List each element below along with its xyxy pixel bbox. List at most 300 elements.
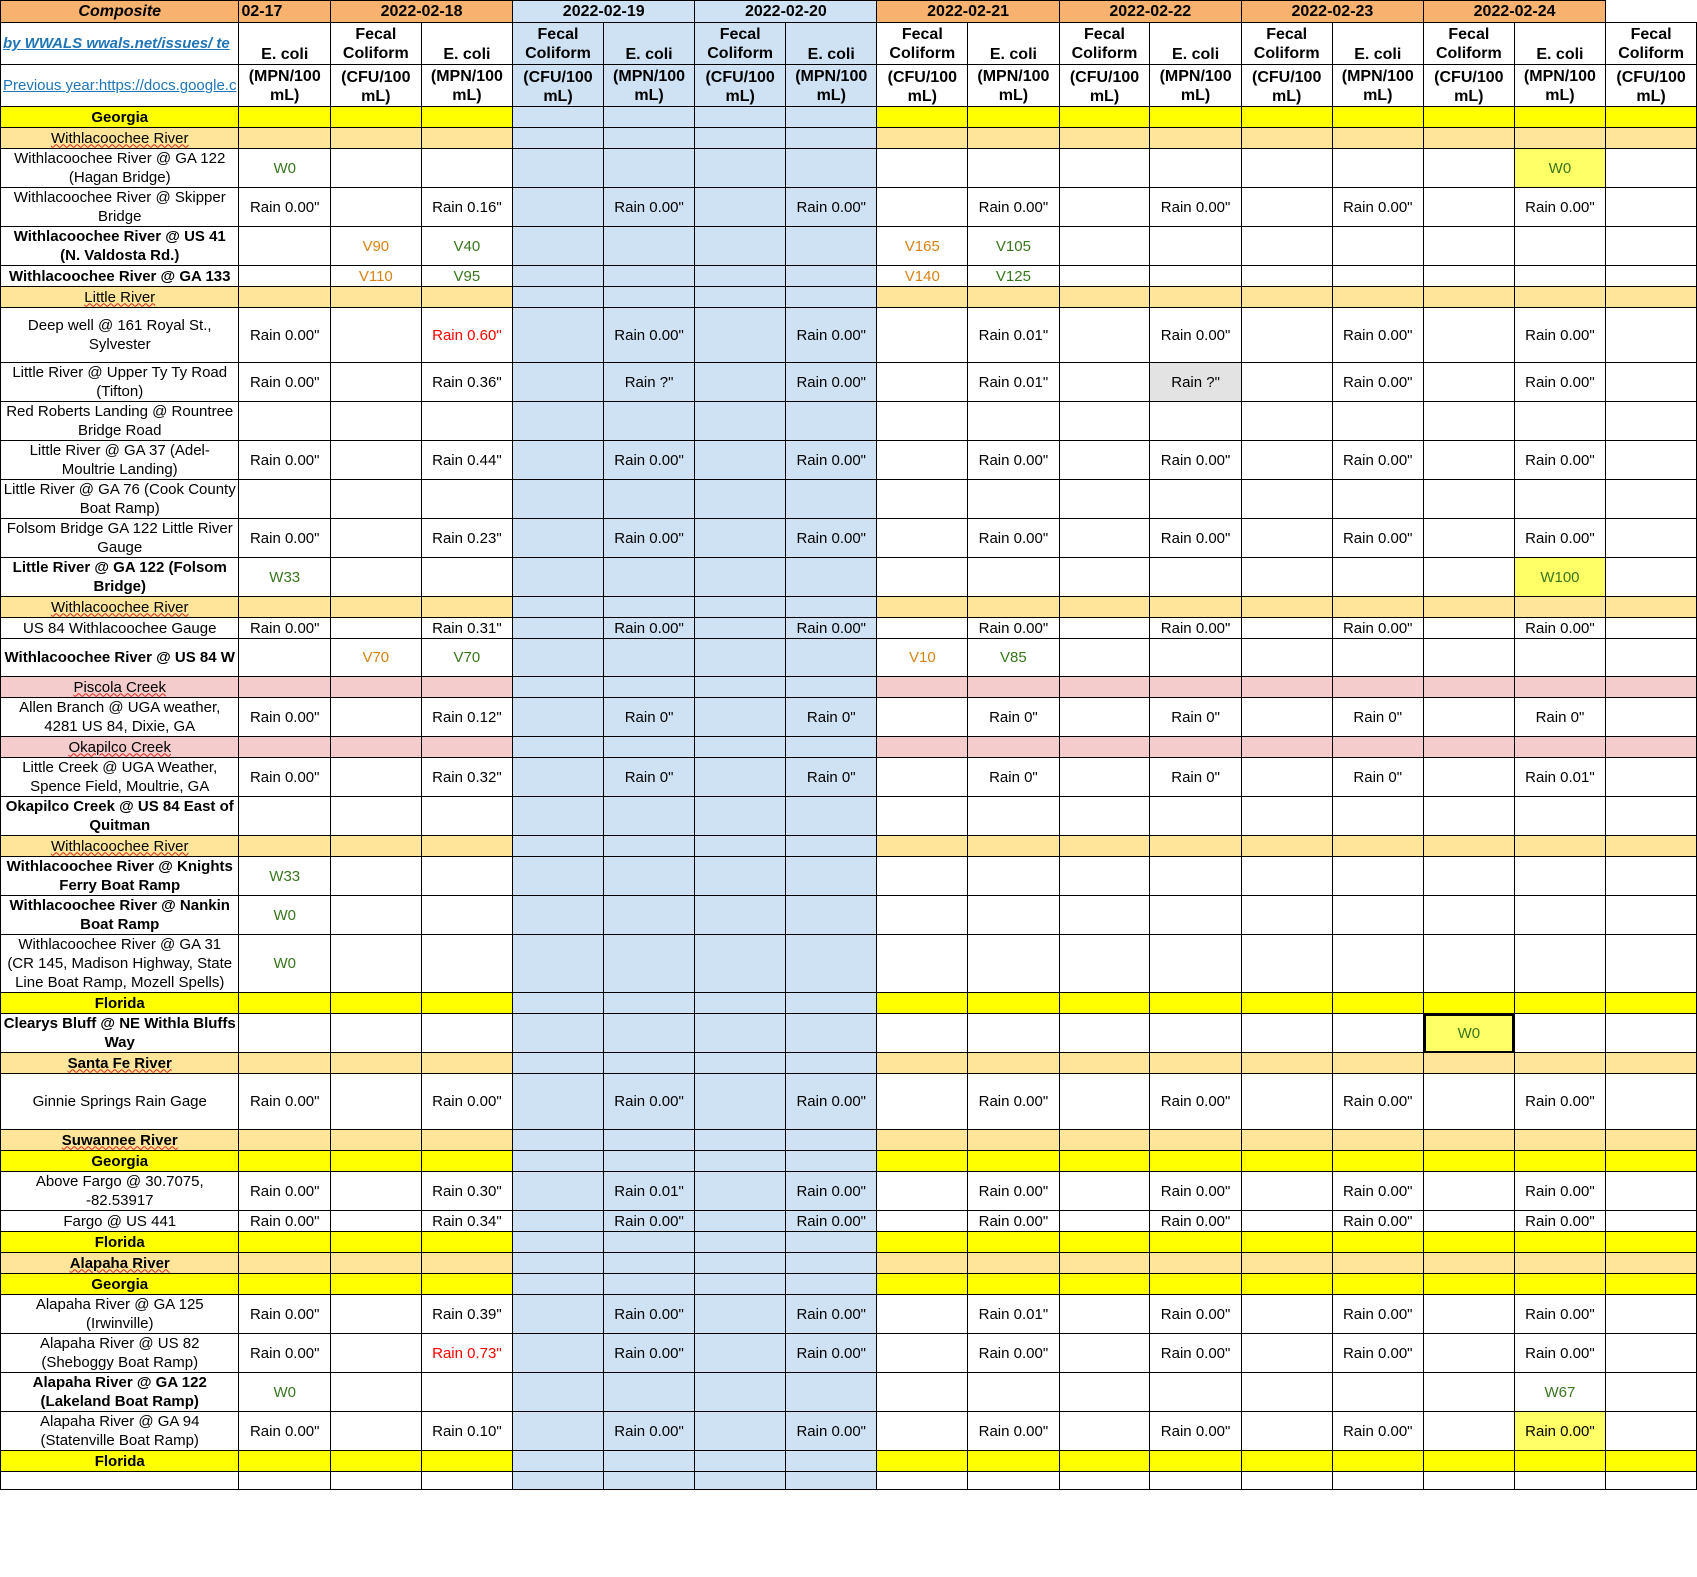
value-cell[interactable] — [1059, 797, 1150, 836]
value-cell[interactable] — [695, 597, 786, 618]
value-cell[interactable] — [785, 1334, 877, 1373]
value-cell[interactable] — [1150, 896, 1242, 935]
value-cell[interactable] — [1424, 363, 1515, 402]
value-cell[interactable] — [330, 797, 421, 836]
value-cell[interactable] — [785, 1130, 877, 1151]
value-cell[interactable] — [695, 363, 786, 402]
site-label-cell[interactable] — [1, 1232, 239, 1253]
value-cell[interactable] — [877, 1274, 968, 1295]
site-label-cell[interactable] — [1, 618, 239, 639]
value-cell[interactable] — [421, 737, 513, 758]
value-cell[interactable] — [1332, 107, 1424, 128]
value-cell[interactable] — [421, 618, 513, 639]
value-cell[interactable] — [1514, 441, 1606, 480]
value-cell[interactable] — [330, 266, 421, 287]
value-cell[interactable] — [330, 519, 421, 558]
value-cell[interactable] — [513, 1053, 604, 1074]
value-cell[interactable] — [1606, 149, 1697, 188]
value-cell[interactable] — [513, 1373, 604, 1412]
value-cell[interactable] — [1606, 308, 1697, 363]
value-cell[interactable] — [1424, 519, 1515, 558]
value-cell[interactable] — [1241, 107, 1332, 128]
value-cell[interactable] — [785, 266, 877, 287]
value-cell[interactable] — [695, 1451, 786, 1472]
value-cell[interactable] — [1606, 1130, 1697, 1151]
site-label-cell[interactable] — [1, 1412, 239, 1451]
value-cell[interactable] — [785, 363, 877, 402]
value-cell[interactable] — [421, 287, 513, 308]
site-label-cell[interactable] — [1, 266, 239, 287]
value-cell[interactable] — [1606, 1253, 1697, 1274]
value-cell[interactable] — [695, 558, 786, 597]
value-cell[interactable] — [1241, 1274, 1332, 1295]
fecal-unit-cell[interactable] — [330, 65, 421, 107]
site-label-cell[interactable] — [1, 1053, 239, 1074]
value-cell[interactable] — [421, 402, 513, 441]
value-cell[interactable] — [1514, 227, 1606, 266]
value-cell[interactable] — [1241, 1053, 1332, 1074]
value-cell[interactable] — [695, 402, 786, 441]
value-cell[interactable] — [603, 1334, 695, 1373]
value-cell[interactable] — [603, 993, 695, 1014]
value-cell[interactable] — [1241, 1295, 1332, 1334]
value-cell[interactable] — [603, 107, 695, 128]
value-cell[interactable] — [330, 1130, 421, 1151]
value-cell[interactable] — [877, 1211, 968, 1232]
value-cell[interactable] — [513, 797, 604, 836]
value-cell[interactable] — [1606, 618, 1697, 639]
value-cell[interactable] — [968, 1232, 1060, 1253]
value-cell[interactable] — [1606, 402, 1697, 441]
value-cell[interactable] — [603, 1151, 695, 1172]
value-cell[interactable] — [1241, 308, 1332, 363]
value-cell[interactable] — [603, 1295, 695, 1334]
value-cell[interactable] — [330, 1053, 421, 1074]
value-cell[interactable] — [1424, 1014, 1515, 1053]
value-cell[interactable] — [603, 363, 695, 402]
value-cell[interactable] — [1059, 1053, 1150, 1074]
value-cell[interactable] — [421, 188, 513, 227]
ecoli-header-cell[interactable] — [1332, 23, 1424, 65]
value-cell[interactable] — [968, 896, 1060, 935]
value-cell[interactable] — [330, 227, 421, 266]
value-cell[interactable] — [239, 1053, 331, 1074]
value-cell[interactable] — [1514, 896, 1606, 935]
value-cell[interactable] — [1241, 402, 1332, 441]
value-cell[interactable] — [1150, 558, 1242, 597]
value-cell[interactable] — [1059, 287, 1150, 308]
value-cell[interactable] — [1332, 1295, 1424, 1334]
value-cell[interactable] — [1332, 618, 1424, 639]
value-cell[interactable] — [239, 1232, 331, 1253]
value-cell[interactable] — [1332, 1253, 1424, 1274]
value-cell[interactable] — [695, 758, 786, 797]
site-label-cell[interactable] — [1, 308, 239, 363]
value-cell[interactable] — [239, 402, 331, 441]
value-cell[interactable] — [1606, 107, 1697, 128]
value-cell[interactable] — [877, 677, 968, 698]
value-cell[interactable] — [239, 698, 331, 737]
ecoli-unit-cell[interactable] — [968, 65, 1060, 107]
value-cell[interactable] — [239, 107, 331, 128]
value-cell[interactable] — [1514, 1074, 1606, 1130]
value-cell[interactable] — [1514, 1412, 1606, 1451]
value-cell[interactable] — [1150, 149, 1242, 188]
value-cell[interactable] — [421, 1211, 513, 1232]
value-cell[interactable] — [603, 737, 695, 758]
value-cell[interactable] — [877, 1053, 968, 1074]
value-cell[interactable] — [603, 896, 695, 935]
value-cell[interactable] — [1241, 1074, 1332, 1130]
fecal-unit-cell[interactable] — [513, 65, 604, 107]
value-cell[interactable] — [1424, 480, 1515, 519]
value-cell[interactable] — [1241, 1334, 1332, 1373]
site-label-cell[interactable] — [1, 107, 239, 128]
value-cell[interactable] — [239, 618, 331, 639]
value-cell[interactable] — [1514, 1172, 1606, 1211]
value-cell[interactable] — [1059, 1130, 1150, 1151]
value-cell[interactable] — [239, 1373, 331, 1412]
value-cell[interactable] — [1332, 1172, 1424, 1211]
value-cell[interactable] — [785, 1451, 877, 1472]
value-cell[interactable] — [695, 519, 786, 558]
value-cell[interactable] — [239, 1074, 331, 1130]
site-label-cell[interactable] — [1, 1014, 239, 1053]
value-cell[interactable] — [1514, 935, 1606, 993]
value-cell[interactable] — [695, 639, 786, 677]
value-cell[interactable] — [785, 618, 877, 639]
value-cell[interactable] — [1606, 1053, 1697, 1074]
value-cell[interactable] — [695, 677, 786, 698]
value-cell[interactable] — [968, 1211, 1060, 1232]
value-cell[interactable] — [1332, 519, 1424, 558]
value-cell[interactable] — [1332, 363, 1424, 402]
value-cell[interactable] — [877, 308, 968, 363]
site-label-cell[interactable] — [1, 558, 239, 597]
value-cell[interactable] — [1424, 188, 1515, 227]
value-cell[interactable] — [968, 1253, 1060, 1274]
value-cell[interactable] — [785, 677, 877, 698]
value-cell[interactable] — [513, 698, 604, 737]
value-cell[interactable] — [877, 1074, 968, 1130]
value-cell[interactable] — [421, 308, 513, 363]
value-cell[interactable] — [421, 1053, 513, 1074]
value-cell[interactable] — [1241, 1412, 1332, 1451]
value-cell[interactable] — [877, 618, 968, 639]
value-cell[interactable] — [877, 639, 968, 677]
value-cell[interactable] — [330, 402, 421, 441]
value-cell[interactable] — [1150, 1232, 1242, 1253]
value-cell[interactable] — [785, 639, 877, 677]
value-cell[interactable] — [1059, 737, 1150, 758]
value-cell[interactable] — [785, 797, 877, 836]
value-cell[interactable] — [968, 1295, 1060, 1334]
value-cell[interactable] — [330, 1373, 421, 1412]
value-cell[interactable] — [1150, 1053, 1242, 1074]
value-cell[interactable] — [1150, 1151, 1242, 1172]
value-cell[interactable] — [330, 698, 421, 737]
value-cell[interactable] — [1150, 1451, 1242, 1472]
date-header-cell[interactable] — [1241, 1, 1423, 23]
value-cell[interactable] — [1150, 287, 1242, 308]
value-cell[interactable] — [1150, 618, 1242, 639]
value-cell[interactable] — [239, 737, 331, 758]
value-cell[interactable] — [239, 1253, 331, 1274]
value-cell[interactable] — [330, 1274, 421, 1295]
value-cell[interactable] — [603, 935, 695, 993]
fecal-unit-cell[interactable] — [1059, 65, 1150, 107]
site-label-cell[interactable] — [1, 149, 239, 188]
value-cell[interactable] — [785, 308, 877, 363]
value-cell[interactable] — [1150, 480, 1242, 519]
date-header-cell[interactable] — [695, 1, 877, 23]
value-cell[interactable] — [1241, 1451, 1332, 1472]
value-cell[interactable] — [1514, 639, 1606, 677]
value-cell[interactable] — [1424, 149, 1515, 188]
value-cell[interactable] — [1424, 993, 1515, 1014]
value-cell[interactable] — [1606, 836, 1697, 857]
value-cell[interactable] — [513, 597, 604, 618]
value-cell[interactable] — [330, 128, 421, 149]
value-cell[interactable] — [330, 149, 421, 188]
value-cell[interactable] — [968, 1151, 1060, 1172]
site-label-cell[interactable] — [1, 1172, 239, 1211]
value-cell[interactable] — [695, 698, 786, 737]
site-label-cell[interactable] — [1, 737, 239, 758]
date-header-cell[interactable] — [877, 1, 1059, 23]
value-cell[interactable] — [1332, 758, 1424, 797]
value-cell[interactable] — [513, 149, 604, 188]
value-cell[interactable] — [1332, 698, 1424, 737]
value-cell[interactable] — [968, 1274, 1060, 1295]
value-cell[interactable] — [421, 441, 513, 480]
value-cell[interactable] — [239, 363, 331, 402]
value-cell[interactable] — [421, 597, 513, 618]
value-cell[interactable] — [1332, 797, 1424, 836]
value-cell[interactable] — [695, 1412, 786, 1451]
value-cell[interactable] — [513, 1253, 604, 1274]
value-cell[interactable] — [421, 1232, 513, 1253]
value-cell[interactable] — [968, 935, 1060, 993]
value-cell[interactable] — [968, 149, 1060, 188]
value-cell[interactable] — [1606, 1412, 1697, 1451]
value-cell[interactable] — [1150, 677, 1242, 698]
value-cell[interactable] — [330, 1253, 421, 1274]
value-cell[interactable] — [1150, 1295, 1242, 1334]
value-cell[interactable] — [1150, 266, 1242, 287]
ecoli-unit-cell[interactable] — [785, 65, 877, 107]
corner-label-cell[interactable] — [1, 1, 239, 23]
value-cell[interactable] — [421, 1274, 513, 1295]
value-cell[interactable] — [1606, 1274, 1697, 1295]
value-cell[interactable] — [695, 1074, 786, 1130]
value-cell[interactable] — [239, 519, 331, 558]
value-cell[interactable] — [421, 558, 513, 597]
value-cell[interactable] — [1424, 1451, 1515, 1472]
value-cell[interactable] — [785, 1232, 877, 1253]
value-cell[interactable] — [239, 1334, 331, 1373]
value-cell[interactable] — [1514, 698, 1606, 737]
value-cell[interactable] — [785, 698, 877, 737]
value-cell[interactable] — [968, 1334, 1060, 1373]
value-cell[interactable] — [1606, 227, 1697, 266]
value-cell[interactable] — [1514, 993, 1606, 1014]
value-cell[interactable] — [1332, 441, 1424, 480]
fecal-unit-cell[interactable] — [877, 65, 968, 107]
value-cell[interactable] — [1424, 1295, 1515, 1334]
value-cell[interactable] — [603, 1074, 695, 1130]
value-cell[interactable] — [1059, 1232, 1150, 1253]
value-cell[interactable] — [1150, 1130, 1242, 1151]
value-cell[interactable] — [785, 935, 877, 993]
fecal-header-cell[interactable] — [877, 23, 968, 65]
value-cell[interactable] — [1514, 308, 1606, 363]
value-cell[interactable] — [1424, 639, 1515, 677]
value-cell[interactable] — [330, 1151, 421, 1172]
value-cell[interactable] — [1150, 188, 1242, 227]
value-cell[interactable] — [1150, 402, 1242, 441]
value-cell[interactable] — [513, 1295, 604, 1334]
value-cell[interactable] — [877, 698, 968, 737]
value-cell[interactable] — [239, 935, 331, 993]
value-cell[interactable] — [330, 188, 421, 227]
value-cell[interactable] — [1150, 935, 1242, 993]
value-cell[interactable] — [695, 737, 786, 758]
ecoli-header-cell[interactable] — [785, 23, 877, 65]
value-cell[interactable] — [1150, 1253, 1242, 1274]
value-cell[interactable] — [603, 1211, 695, 1232]
value-cell[interactable] — [330, 737, 421, 758]
value-cell[interactable] — [1424, 287, 1515, 308]
value-cell[interactable] — [1059, 1373, 1150, 1412]
value-cell[interactable] — [695, 1232, 786, 1253]
value-cell[interactable] — [1150, 1172, 1242, 1211]
value-cell[interactable] — [785, 1253, 877, 1274]
value-cell[interactable] — [785, 597, 877, 618]
value-cell[interactable] — [239, 558, 331, 597]
value-cell[interactable] — [1424, 1074, 1515, 1130]
value-cell[interactable] — [877, 896, 968, 935]
value-cell[interactable] — [513, 639, 604, 677]
value-cell[interactable] — [603, 1451, 695, 1472]
value-cell[interactable] — [1424, 857, 1515, 896]
value-cell[interactable] — [695, 1130, 786, 1151]
value-cell[interactable] — [1059, 698, 1150, 737]
value-cell[interactable] — [1514, 1253, 1606, 1274]
value-cell[interactable] — [603, 1412, 695, 1451]
value-cell[interactable] — [421, 1295, 513, 1334]
value-cell[interactable] — [1241, 1472, 1332, 1490]
value-cell[interactable] — [968, 993, 1060, 1014]
value-cell[interactable] — [1332, 1211, 1424, 1232]
value-cell[interactable] — [1150, 639, 1242, 677]
site-label-cell[interactable] — [1, 993, 239, 1014]
value-cell[interactable] — [785, 188, 877, 227]
value-cell[interactable] — [603, 597, 695, 618]
value-cell[interactable] — [330, 107, 421, 128]
value-cell[interactable] — [1059, 1172, 1150, 1211]
value-cell[interactable] — [1424, 402, 1515, 441]
value-cell[interactable] — [1606, 1151, 1697, 1172]
value-cell[interactable] — [1606, 558, 1697, 597]
value-cell[interactable] — [785, 1172, 877, 1211]
site-label-cell[interactable] — [1, 188, 239, 227]
value-cell[interactable] — [1332, 639, 1424, 677]
value-cell[interactable] — [1241, 935, 1332, 993]
value-cell[interactable] — [968, 107, 1060, 128]
value-cell[interactable] — [330, 896, 421, 935]
value-cell[interactable] — [1241, 836, 1332, 857]
value-cell[interactable] — [1514, 1014, 1606, 1053]
value-cell[interactable] — [603, 758, 695, 797]
value-cell[interactable] — [1606, 857, 1697, 896]
value-cell[interactable] — [1332, 1472, 1424, 1490]
value-cell[interactable] — [421, 107, 513, 128]
value-cell[interactable] — [877, 363, 968, 402]
value-cell[interactable] — [603, 639, 695, 677]
value-cell[interactable] — [421, 1074, 513, 1130]
value-cell[interactable] — [1606, 1232, 1697, 1253]
value-cell[interactable] — [421, 896, 513, 935]
value-cell[interactable] — [239, 1274, 331, 1295]
fecal-header-cell[interactable] — [1241, 23, 1332, 65]
value-cell[interactable] — [968, 287, 1060, 308]
value-cell[interactable] — [1332, 857, 1424, 896]
value-cell[interactable] — [1332, 1451, 1424, 1472]
value-cell[interactable] — [1514, 1295, 1606, 1334]
value-cell[interactable] — [1059, 149, 1150, 188]
value-cell[interactable] — [330, 1232, 421, 1253]
date-header-cell[interactable] — [1059, 1, 1241, 23]
value-cell[interactable] — [1606, 1334, 1697, 1373]
site-label-cell[interactable] — [1, 677, 239, 698]
value-cell[interactable] — [968, 758, 1060, 797]
value-cell[interactable] — [1606, 266, 1697, 287]
value-cell[interactable] — [1606, 287, 1697, 308]
site-label-cell[interactable] — [1, 227, 239, 266]
ecoli-header-cell[interactable] — [1514, 23, 1606, 65]
value-cell[interactable] — [1241, 1014, 1332, 1053]
value-cell[interactable] — [513, 1472, 604, 1490]
value-cell[interactable] — [513, 618, 604, 639]
value-cell[interactable] — [330, 558, 421, 597]
site-label-cell[interactable] — [1, 1151, 239, 1172]
value-cell[interactable] — [1059, 1295, 1150, 1334]
value-cell[interactable] — [785, 149, 877, 188]
site-label-cell[interactable] — [1, 797, 239, 836]
value-cell[interactable] — [877, 1014, 968, 1053]
value-cell[interactable] — [1150, 797, 1242, 836]
value-cell[interactable] — [513, 363, 604, 402]
value-cell[interactable] — [877, 287, 968, 308]
value-cell[interactable] — [239, 836, 331, 857]
site-label-cell[interactable] — [1, 857, 239, 896]
value-cell[interactable] — [603, 618, 695, 639]
value-cell[interactable] — [1424, 758, 1515, 797]
value-cell[interactable] — [695, 308, 786, 363]
value-cell[interactable] — [330, 935, 421, 993]
value-cell[interactable] — [330, 639, 421, 677]
value-cell[interactable] — [1332, 1151, 1424, 1172]
site-label-cell[interactable] — [1, 1253, 239, 1274]
ecoli-unit-cell[interactable] — [1514, 65, 1606, 107]
value-cell[interactable] — [877, 836, 968, 857]
value-cell[interactable] — [1332, 1074, 1424, 1130]
value-cell[interactable] — [421, 227, 513, 266]
value-cell[interactable] — [603, 677, 695, 698]
value-cell[interactable] — [1241, 1211, 1332, 1232]
value-cell[interactable] — [513, 107, 604, 128]
